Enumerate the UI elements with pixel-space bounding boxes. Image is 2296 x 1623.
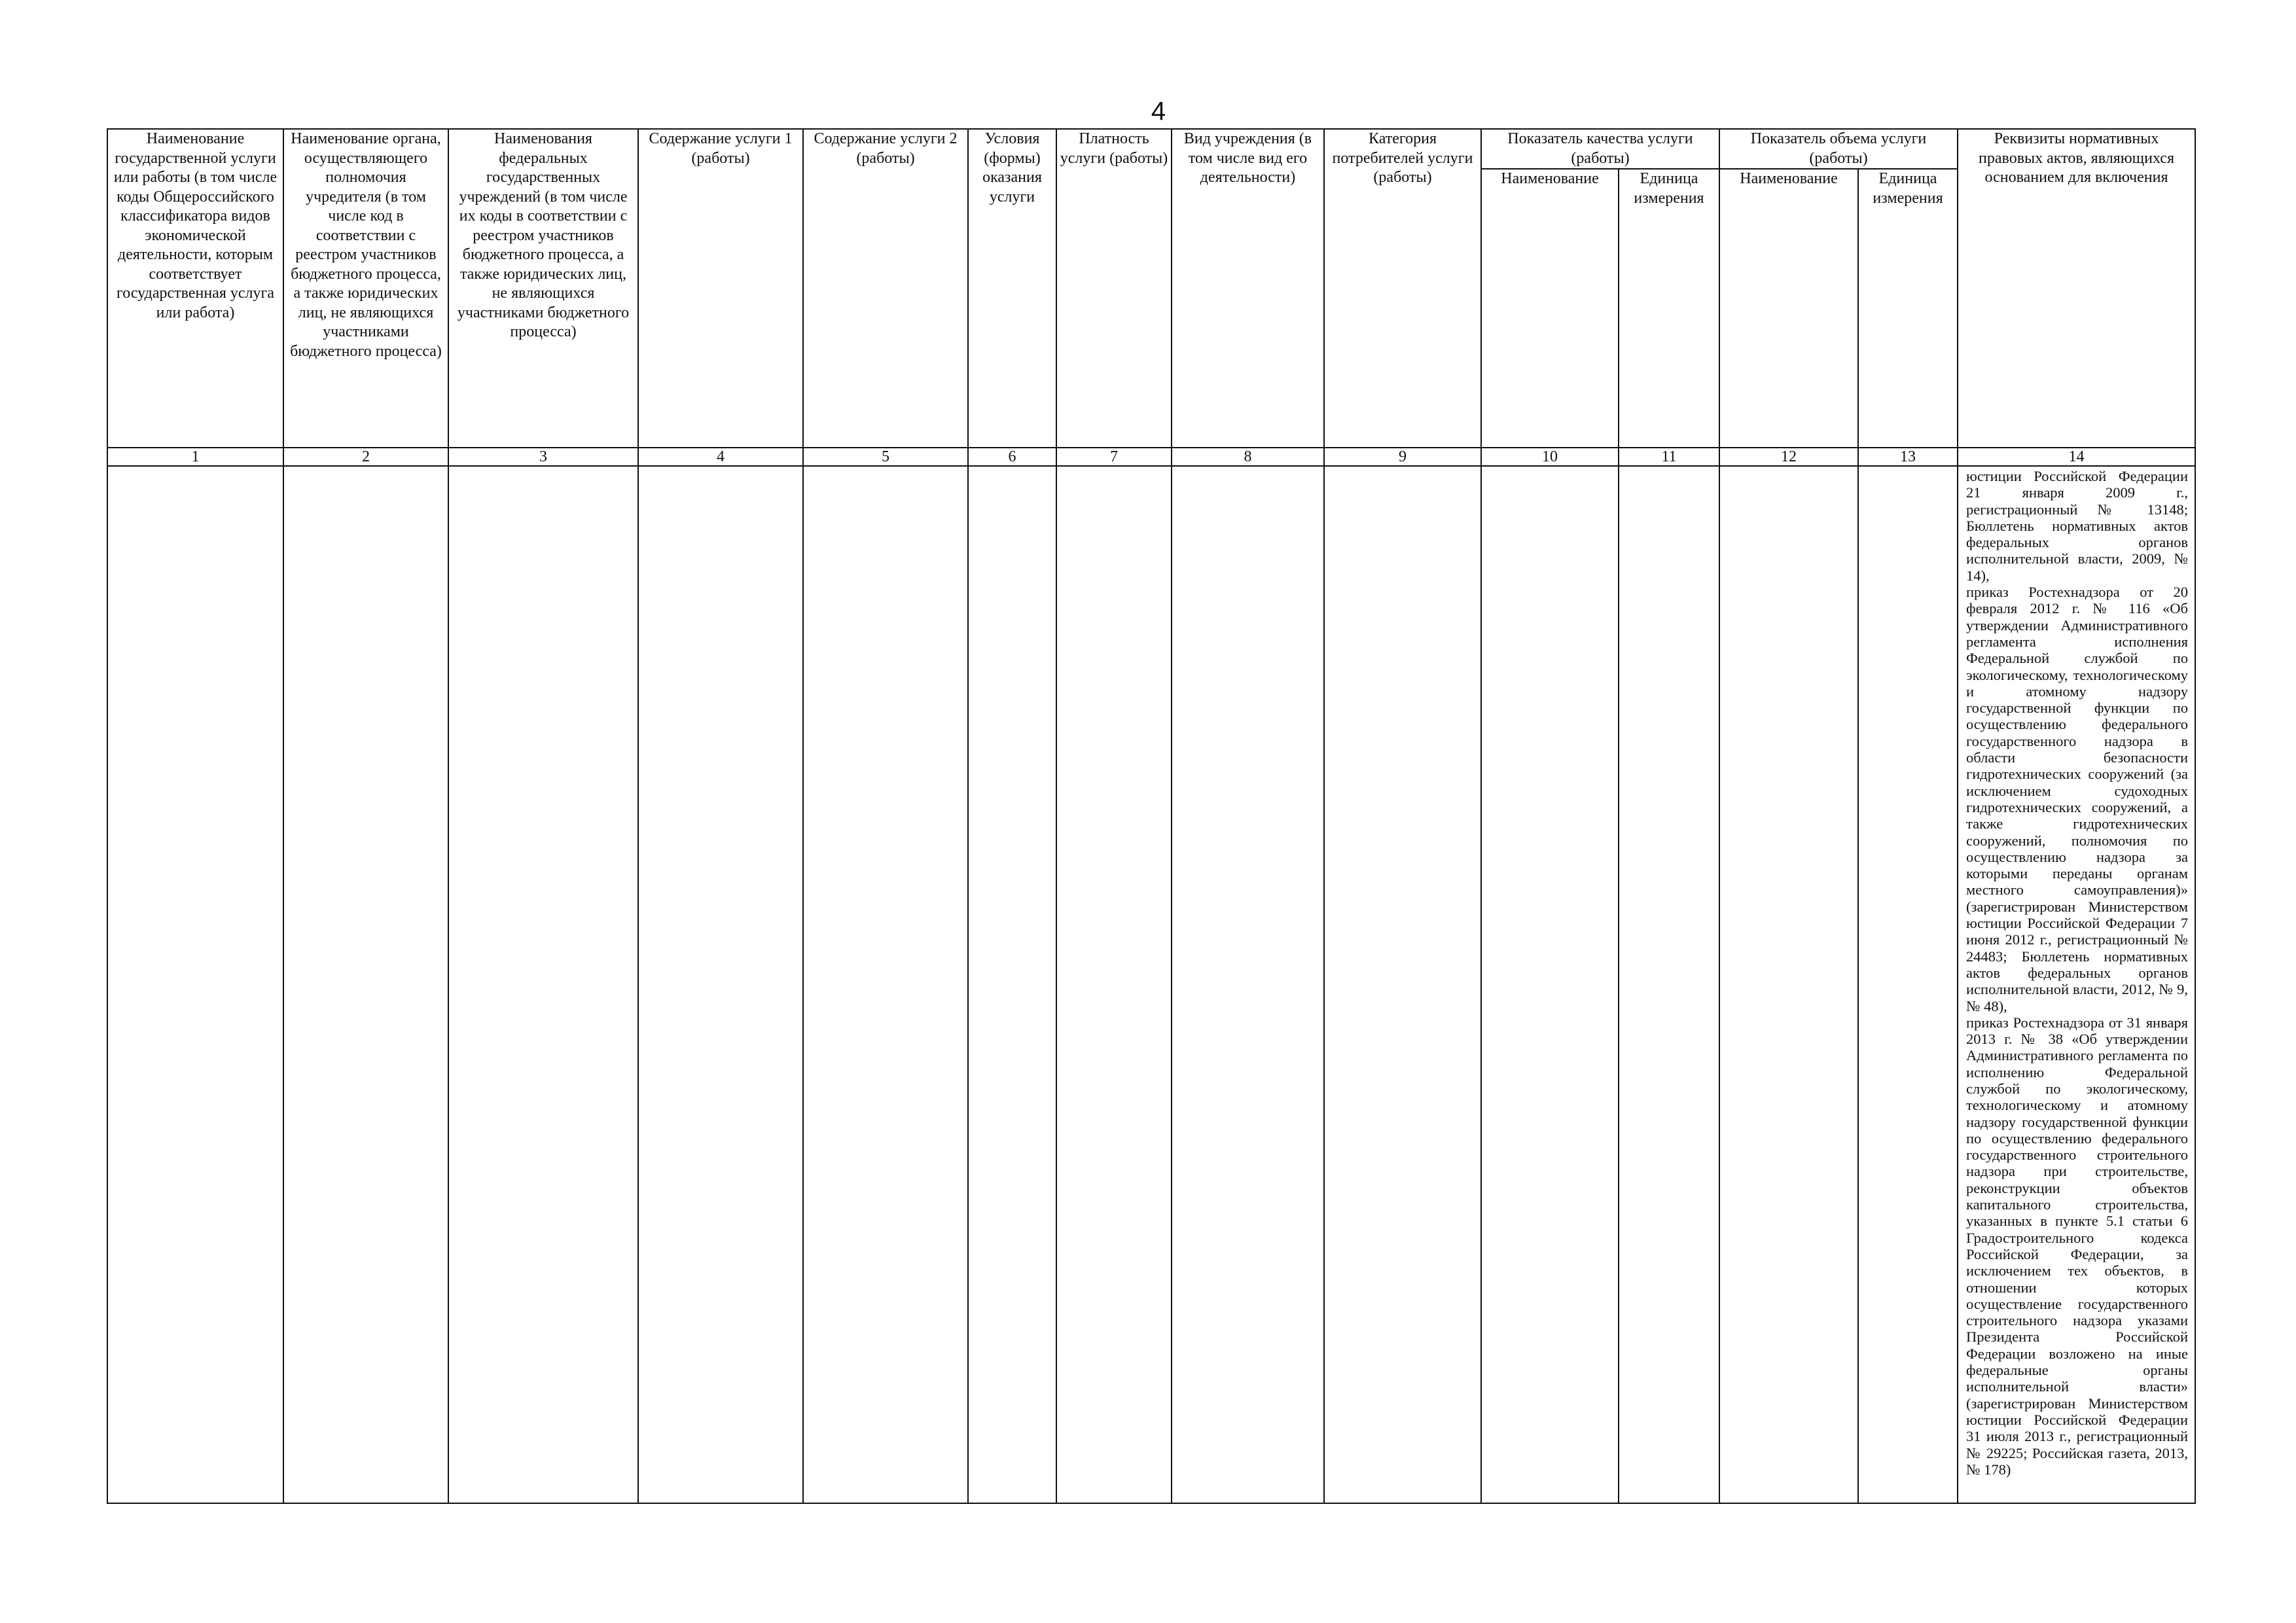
header-institution-type: Вид учреждения (в том числе вид его деятельности) (1172, 129, 1324, 448)
header-quality-indicator: Показатель качества услуги (работы) (1481, 129, 1719, 169)
header-consumer-category: Категория потребителей услуги (работы) (1324, 129, 1481, 448)
column-number: 12 (1719, 448, 1858, 466)
column-number: 9 (1324, 448, 1481, 466)
cell-quality-unit (1619, 466, 1719, 1503)
column-number: 8 (1172, 448, 1324, 466)
header-federal-institutions: Наименования федеральных государственных учреждений (в том числе их коды в соответствии с реестром участников бюджетного процесса, а также юридических лиц, не являющихся участниками бюджетного процесса) (448, 129, 638, 448)
header-service-name: Наименование государственной услуги или работы (в том числе коды Общероссийского классификатора видов экономической деятельности, которым соответствует государственная услуга или работа) (107, 129, 283, 448)
cell-quality-name (1481, 466, 1619, 1503)
header-legal-basis: Реквизиты нормативных правовых актов, являющихся основанием для включения (1958, 129, 2195, 448)
column-number: 6 (968, 448, 1056, 466)
column-number: 5 (803, 448, 968, 466)
subheader-volume-unit: Единица измерения (1858, 169, 1958, 448)
cell-legal-basis (1958, 466, 2195, 1503)
column-number: 7 (1056, 448, 1172, 466)
header-row (107, 129, 2195, 169)
cell-payment (1056, 466, 1172, 1503)
column-number: 3 (448, 448, 638, 466)
subheader-volume-name: Наименование (1719, 169, 1858, 448)
column-number: 14 (1958, 448, 2195, 466)
header-content-1: Содержание услуги 1 (работы) (638, 129, 803, 448)
column-number: 2 (283, 448, 448, 466)
page-number: 4 (1151, 97, 1166, 126)
cell-volume-name (1719, 466, 1858, 1503)
services-table (107, 128, 2196, 1504)
legal-basis-paragraph: приказ Ростехнадзора от 31 января 2013 г. № 38 «Об утверждении Административного регламента по исполнению Федеральной службой по экологическому, технологическому и атомному надзору государственной функции по осуществлению федерального государственного строительного надзора при строительстве, реконструкции объектов капитального строительства, указанных в пункте 5.1 статьи 6 Градостроительного кодекса Российской Федерации, за исключением тех объектов, в отношении которых осуществление государственного строительного надзора указами Президента Российской Федерации возложено на иные федеральные органы исполнительной власти» (зарегистрирован Министерством юстиции Российской Федерации 31 июля 2013 г., регистрационный № 29225; Российская газета, 2013, № 178) (1966, 1014, 2189, 1478)
subheader-quality-unit: Единица измерения (1619, 169, 1719, 448)
column-number: 13 (1858, 448, 1958, 466)
header-content-2: Содержание услуги 2 (работы) (803, 129, 968, 448)
column-number: 10 (1481, 448, 1619, 466)
column-number: 4 (638, 448, 803, 466)
header-payment: Платность услуги (работы) (1056, 129, 1172, 448)
cell-content-2 (803, 466, 968, 1503)
legal-basis-paragraph: приказ Ростехнадзора от 20 февраля 2012 г. № 116 «Об утверждении Административного регламента исполнения Федеральной службой по экологическому, технологическому и атомному надзору государственной функции по осуществлению федерального государственного надзора в области безопасности гидротехнических сооружений (за исключением судоходных гидротехнических сооружений, а также гидротехнических сооружений, полномочия по осуществлению надзора за которыми переданы органам местного самоуправления)» (зарегистрирован Министерством юстиции Российской Федерации 7 июня 2012 г., регистрационный № 24483; Бюллетень нормативных актов федеральных органов исполнительной власти, 2012, № 9, № 48), (1966, 584, 2189, 1014)
table-row (107, 466, 2195, 1503)
column-number: 1 (107, 448, 283, 466)
subheader-quality-name: Наименование (1481, 169, 1619, 448)
cell-consumer-category (1324, 466, 1481, 1503)
cell-content-1 (638, 466, 803, 1503)
column-number-row (107, 448, 2195, 466)
legal-basis-paragraph: юстиции Российской Федерации 21 января 2009 г., регистрационный № 13148; Бюллетень нормативных актов федеральных органов исполнительной власти, 2009, № 14), (1966, 468, 2189, 584)
header-conditions: Условия (формы) оказания услуги (968, 129, 1056, 448)
header-volume-indicator: Показатель объема услуги (работы) (1719, 129, 1958, 169)
cell-founder-body (283, 466, 448, 1503)
cell-volume-unit (1858, 466, 1958, 1503)
cell-service-name (107, 466, 283, 1503)
cell-conditions (968, 466, 1056, 1503)
column-number: 11 (1619, 448, 1719, 466)
cell-federal-institutions (448, 466, 638, 1503)
header-founder-body: Наименование органа, осуществляющего полномочия учредителя (в том числе код в соответствии с реестром участников бюджетного процесса, а также юридических лиц, не являющихся участниками бюджетного процесса) (283, 129, 448, 448)
cell-institution-type (1172, 466, 1324, 1503)
